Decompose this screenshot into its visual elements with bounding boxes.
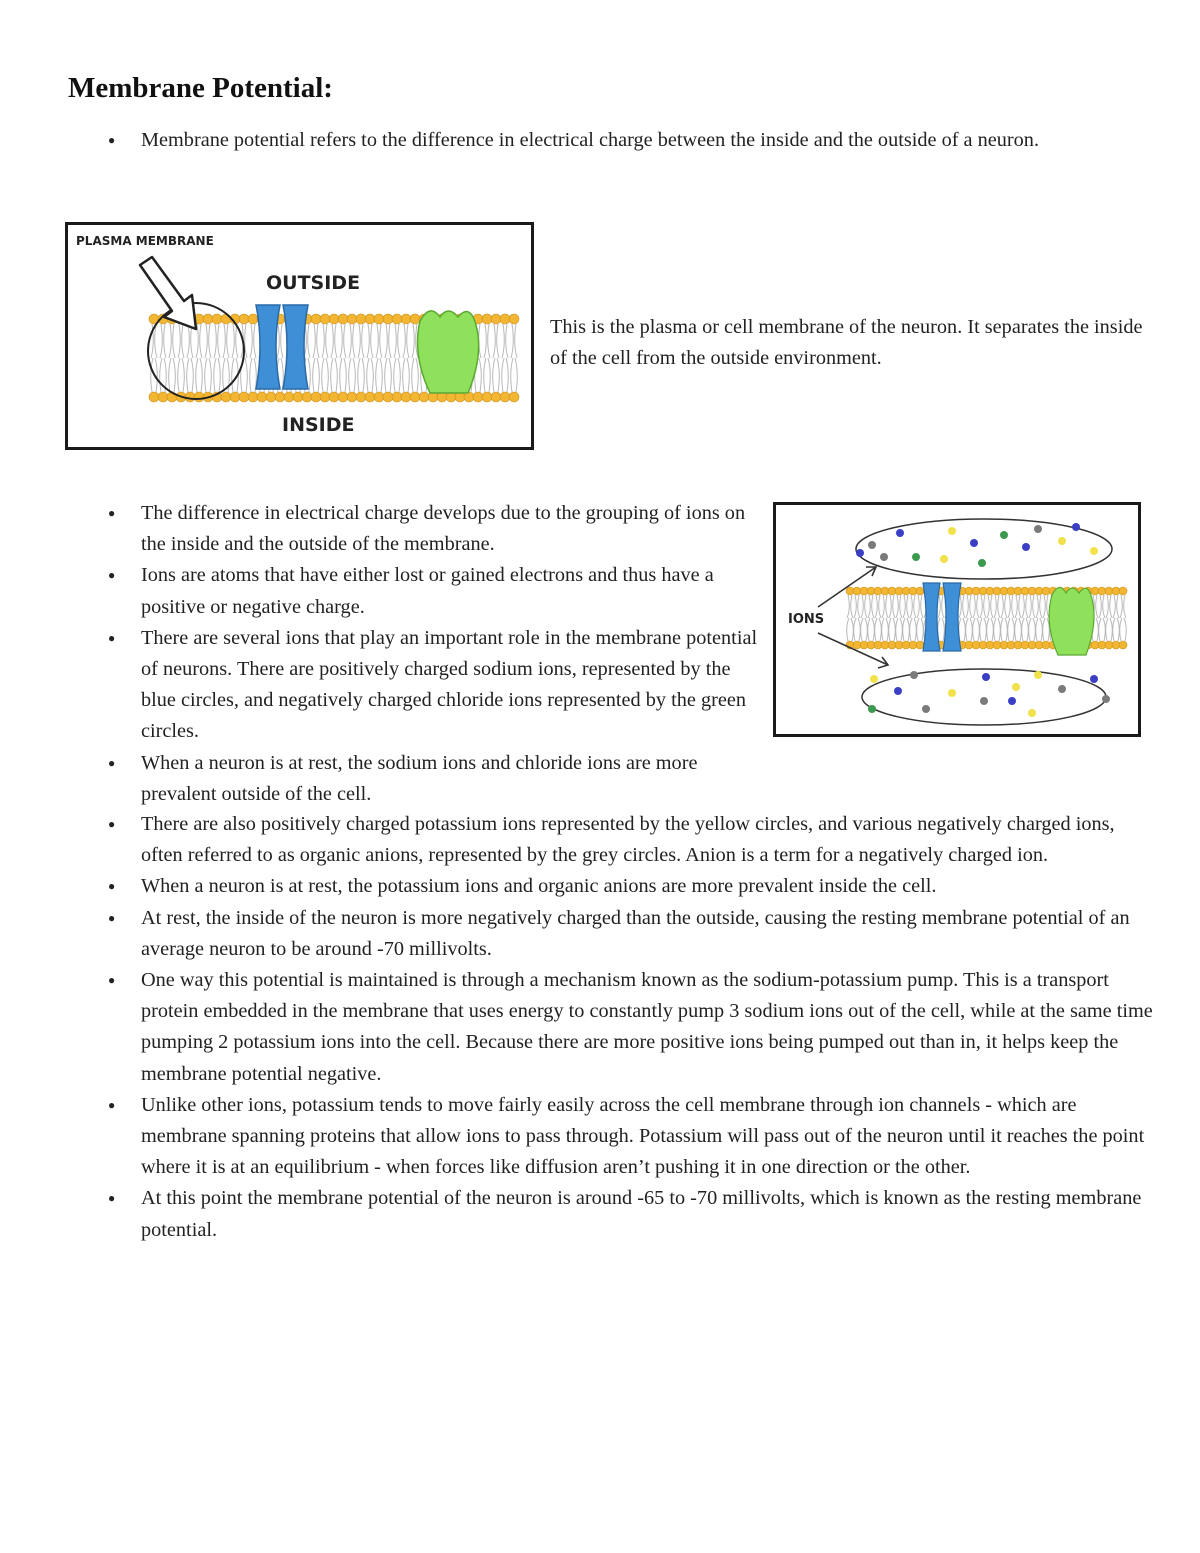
potassium-ion-dot (1090, 547, 1098, 555)
sodium-ion-dot (982, 673, 990, 681)
potassium-ion-dot (948, 689, 956, 697)
list-item: ● Unlike other ions, potassium tends to move fairly easily across the cell membrane through ion channels - which are membrane spanning proteins that allow ions to pass through. Potassium will pass out of the neuron until it reaches the point where it is at an equilibrium - when forces like diffusion aren’t pushing it in one direction or the other. (68, 1090, 1153, 1184)
main-bullets-list (68, 809, 1153, 1246)
anion-dot (868, 541, 876, 549)
ions-label: IONS (788, 612, 825, 627)
potassium-ion-dot (1058, 537, 1066, 545)
anion-dot (880, 553, 888, 561)
ions-diagram (776, 505, 1138, 734)
transport-pump (1049, 587, 1094, 655)
list-item: ● When a neuron is at rest, the potassium ions and organic anions are more prevalent inside the cell. (68, 871, 1153, 902)
sodium-ion-dot (1008, 697, 1016, 705)
anion-dot (1102, 695, 1110, 703)
plasma-membrane-diagram (68, 225, 531, 447)
transport-pump (418, 311, 479, 393)
potassium-ion-dot (1028, 709, 1036, 717)
chloride-ion-dot (912, 553, 920, 561)
list-item: ● The difference in electrical charge develops due to the grouping of ions on the inside and the outside of the membrane. (68, 498, 768, 560)
anion-dot (910, 671, 918, 679)
potassium-ion-dot (940, 555, 948, 563)
chloride-ion-dot (1000, 531, 1008, 539)
list-item: ● Membrane potential refers to the difference in electrical charge between the inside and the outside of a neuron. (68, 125, 1148, 156)
list-item: ● At rest, the inside of the neuron is more negatively charged than the outside, causing the resting membrane potential of an average neuron to be around -70 millivolts. (68, 903, 1153, 965)
anion-dot (1058, 685, 1066, 693)
chloride-ion-dot (978, 559, 986, 567)
ion-bullets-list (68, 498, 768, 810)
plasma-membrane-label: PLASMA MEMBRANE (76, 234, 214, 248)
anion-dot (1034, 525, 1042, 533)
figure-caption: This is the plasma or cell membrane of the neuron. It separates the inside of the cell from the outside environment. (550, 316, 1143, 370)
pointer-arrow (140, 257, 196, 329)
chloride-ion-dot (868, 705, 876, 713)
page-title: Membrane Potential: (68, 72, 333, 104)
outside-label: OUTSIDE (266, 272, 361, 294)
anion-dot (922, 705, 930, 713)
sodium-ion-dot (970, 539, 978, 547)
potassium-ion-dot (1012, 683, 1020, 691)
list-item: ● There are also positively charged potassium ions represented by the yellow circles, and various negatively charged ions, often referred to as organic anions, represented by the grey circles. Anion is a term for a negatively charged ion. (68, 809, 1153, 871)
potassium-ion-dot (948, 527, 956, 535)
intro-list (68, 125, 1148, 156)
sodium-ion-dot (856, 549, 864, 557)
list-item: ● Ions are atoms that have either lost or gained electrons and thus have a positive or negative charge. (68, 560, 768, 622)
sodium-ion-dot (1090, 675, 1098, 683)
anion-dot (980, 697, 988, 705)
sodium-ion-dot (1072, 523, 1080, 531)
inside-label: INSIDE (282, 414, 355, 436)
list-item: ● One way this potential is maintained is through a mechanism known as the sodium-potassium pump. This is a transport protein embedded in the membrane that uses energy to constantly pump 3 sodium ions out of the cell, while at the same time pumping 2 potassium ions into the cell. Because there are more positive ions being pumped out than in, it helps keep the membrane potential negative. (68, 965, 1153, 1090)
plasma-membrane-figure (65, 222, 534, 450)
list-item: ● At this point the membrane potential of the neuron is around -65 to -70 millivolts, which is known as the resting membrane potential. (68, 1183, 1153, 1245)
sodium-ion-dot (894, 687, 902, 695)
list-item: ● There are several ions that play an important role in the membrane potential of neurons. There are positively charged sodium ions, represented by the blue circles, and negatively charged chloride ions represented by the green circles. (68, 623, 768, 748)
sodium-ion-dot (896, 529, 904, 537)
list-item: ● When a neuron is at rest, the sodium ions and chloride ions are more prevalent outside of the cell. (68, 748, 768, 810)
ions-figure (773, 502, 1141, 737)
potassium-ion-dot (1034, 671, 1042, 679)
potassium-ion-dot (870, 675, 878, 683)
sodium-ion-dot (1022, 543, 1030, 551)
